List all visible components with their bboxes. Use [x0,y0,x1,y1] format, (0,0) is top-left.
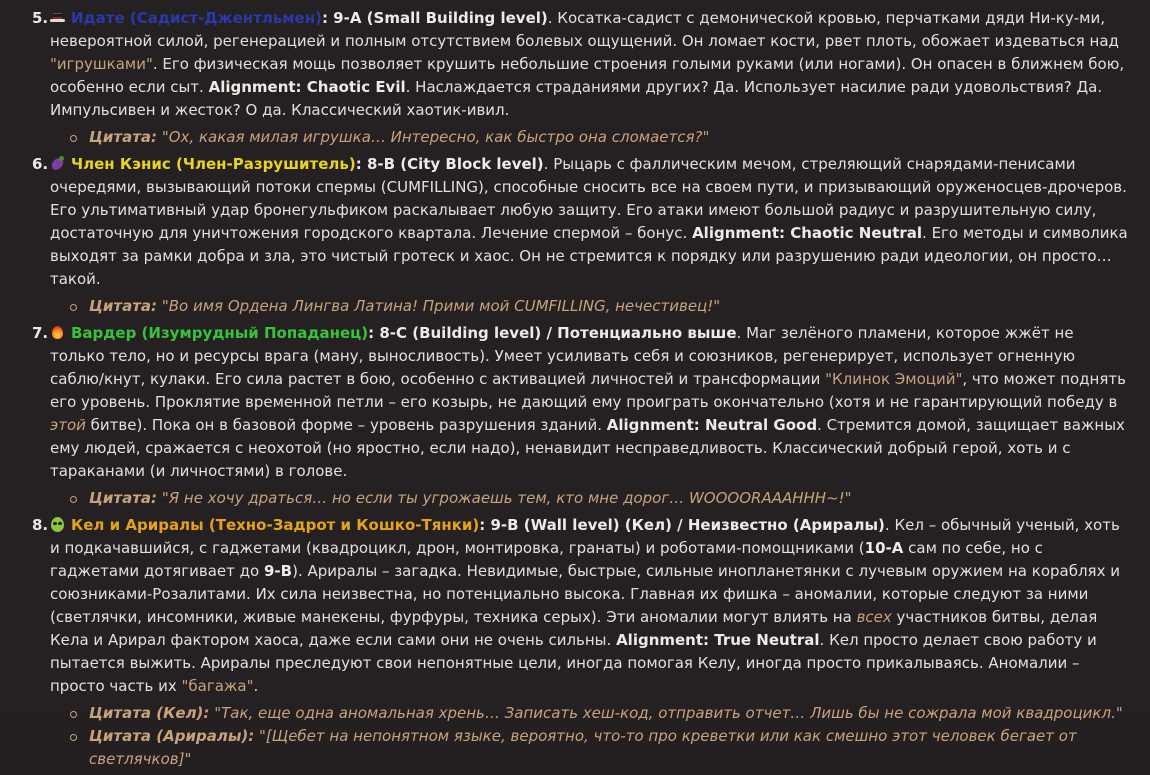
top-hat-icon [50,10,65,25]
quoted-term: "Клинок Эмоций" [825,370,963,388]
circle-bullet-icon [70,496,77,503]
quoted-term: "багажа" [181,677,254,695]
character-list [32,7,1130,775]
character-name: Член Кэнис (Член-Разрушитель) [71,155,356,173]
character-name: Идате (Садист-Джентльмен) [71,9,322,27]
quote-label: Цитата (Ариралы): [89,727,255,745]
list-item [32,514,1130,771]
list-number: 7. [32,324,49,342]
list-number: 6. [32,155,49,173]
quote-item [70,702,1130,725]
quote-list [50,487,1130,510]
list-number: 8. [32,516,49,534]
quote-text: "Так, еще одна аномальная хрень… Записать хеш-код, отправить отчет… Лишь бы не сожрала мой квадроцикл." [209,704,1123,722]
entry-paragraph: Вардер (Изумрудный Попаданец): 8-C (Building level) / Потенциально выше. Маг зелёного пламени, которое жжёт не только тело, но и ресурсы врага (ману, выносливость). Умеет усиливать себя и союзников, регенерирует, использует огненную саблю/кнут, кулаки. Его сила растет в бою, особенно с активацией личностей и трансформации "Клинок Эмоций", что может поднять его уровень. Проклятие временной петли – его козырь, не дающий ему проиграть окончательно (хотя и не гарантирующий победу в этой битве). Пока он в базовой форме – уровень разрушения зданий. Alignment: Neutral Good. Стремится домой, защищает важных ему людей, сражается с неохотой (но яростно, если надо), ненавидит несправедливость. Классический добрый герой, хоть и с тараканами (и личностями) в голове. [50,324,1126,480]
quoted-term: "игрушками" [50,55,153,73]
entry-paragraph: Идате (Садист-Джентльмен): 9-A (Small Building level). Косатка-садист с демонической кровью, перчатками дяди Ни-ку-ми, невероятной силой, регенерацией и полным отсутствием болевых ощущений. Он ломает кости, рвет плоть, обожает издеваться над "игрушками". Его физическая мощь позволяет крушить небольшие строения голыми руками (или ногами). Он опасен в ближнем бою, особенно если сыт. Alignment: Chaotic Evil. Наслаждается страданиями других? Да. Использует насилие ради удовольствия? Да. Импульсивен и жесток? О да. Классический хаотик-ивил. [50,9,1125,119]
circle-bullet-icon [70,734,77,741]
quote-label: Цитата: [89,489,158,507]
tier-label: 8-B (City Block level) [361,155,544,173]
quote-item [70,126,1130,149]
alignment-label: Alignment: Chaotic Evil [208,78,406,96]
quote-label: Цитата: [89,128,158,146]
tier-label: 9-A (Small Building level) [327,9,548,27]
list-item [32,153,1130,318]
fire-icon [50,325,65,340]
alignment-label: Alignment: Neutral Good [606,416,818,434]
quote-list [50,295,1130,318]
quote-text: "[Щебет на непонятном языке, вероятно, что-то про креветки или как смешно этот человек бегает от светлячков]" [89,727,1077,768]
entry-paragraph: Кел и Ариралы (Техно-Задрот и Кошко-Тянки): 9-B (Wall level) (Кел) / Неизвестно (Ариралы). Кел – обычный ученый, хоть и подкачавшийся, с гаджетами (квадроцикл, дрон, монтировка, гранаты) и роботами-помощниками (10-A сам по себе, но с гаджетами дотягивает до 9-B). Ариралы – загадка. Невидимые, быстрые, сильные инопланетянки с лучевым оружием на кораблях и союзниками-Розалитами. Их сила неизвестна, но потенциально высока. Главная их фишка – аномалии, которые следуют за ними (светлячки, инсомники, живые манекены, фурфуры, техника серых). Эти аномалии могут влиять на всех участников битвы, делая Кела и Арирал фактором хаоса, даже если сами они не очень сильны. Alignment: True Neutral. Кел просто делает свою работу и пытается выжить. Ариралы преследуют свои непонятные цели, иногда помогая Келу, иногда просто прикалываясь. Аномалии – просто часть их "багажа". [50,516,1120,695]
tier-label: 8-C (Building level) / Потенциально выше [374,324,737,342]
circle-bullet-icon [70,135,77,142]
character-name: Вардер (Изумрудный Попаданец) [71,324,369,342]
list-item [32,7,1130,149]
tier-label: 9-B (Wall level) (Кел) / Неизвестно (Ариралы) [485,516,885,534]
alignment-label: Alignment: Chaotic Neutral [692,224,923,242]
quote-label: Цитата: [89,297,158,315]
quote-item [70,487,1130,510]
list-number: 5. [32,9,49,27]
circle-bullet-icon [70,304,77,311]
character-name: Кел и Ариралы (Техно-Задрот и Кошко-Тянки) [71,516,480,534]
tier-inline: 9-B [263,562,293,580]
list-item [32,322,1130,510]
circle-bullet-icon [70,711,77,718]
quote-text: "Во имя Ордена Лингва Латина! Прими мой CUMFILLING, нечестивец!" [157,297,721,315]
quote-list [50,126,1130,149]
alignment-label: Alignment: True Neutral [616,631,820,649]
emphasis-text: этой [50,416,86,434]
quote-item [70,295,1130,318]
quote-label: Цитата (Кел): [89,704,210,722]
alien-icon [50,517,65,532]
quote-list [50,702,1130,771]
tier-inline: 10-A [864,539,904,557]
eggplant-icon [50,156,65,171]
quote-item [70,725,1130,771]
emphasis-text: всех [856,608,892,626]
entry-paragraph: Член Кэнис (Член-Разрушитель): 8-B (City Block level). Рыцарь с фаллическим мечом, стреляющий снарядами-пенисами очередями, вызывающий потоки спермы (CUMFILLING), способные сносить все на своем пути, и призывающий оруженосцев-дрочеров. Его ультимативный удар бронегульфиком раскалывает любую защиту. Его атаки имеют большой радиус и разрушительную силу, достаточную для уничтожения городского квартала. Лечение спермой – бонус. Alignment: Chaotic Neutral. Его методы и символика выходят за рамки добра и зла, это чистый гротеск и хаос. Он не стремится к порядку или разрушению ради идеологии, он просто… такой. [50,155,1128,288]
quote-text: "Ох, какая милая игрушка… Интересно, как быстро она сломается?" [157,128,710,146]
quote-text: "Я не хочу драться… но если ты угрожаешь тем, кто мне дорог… WOOOORAAAHHH~!" [157,489,852,507]
